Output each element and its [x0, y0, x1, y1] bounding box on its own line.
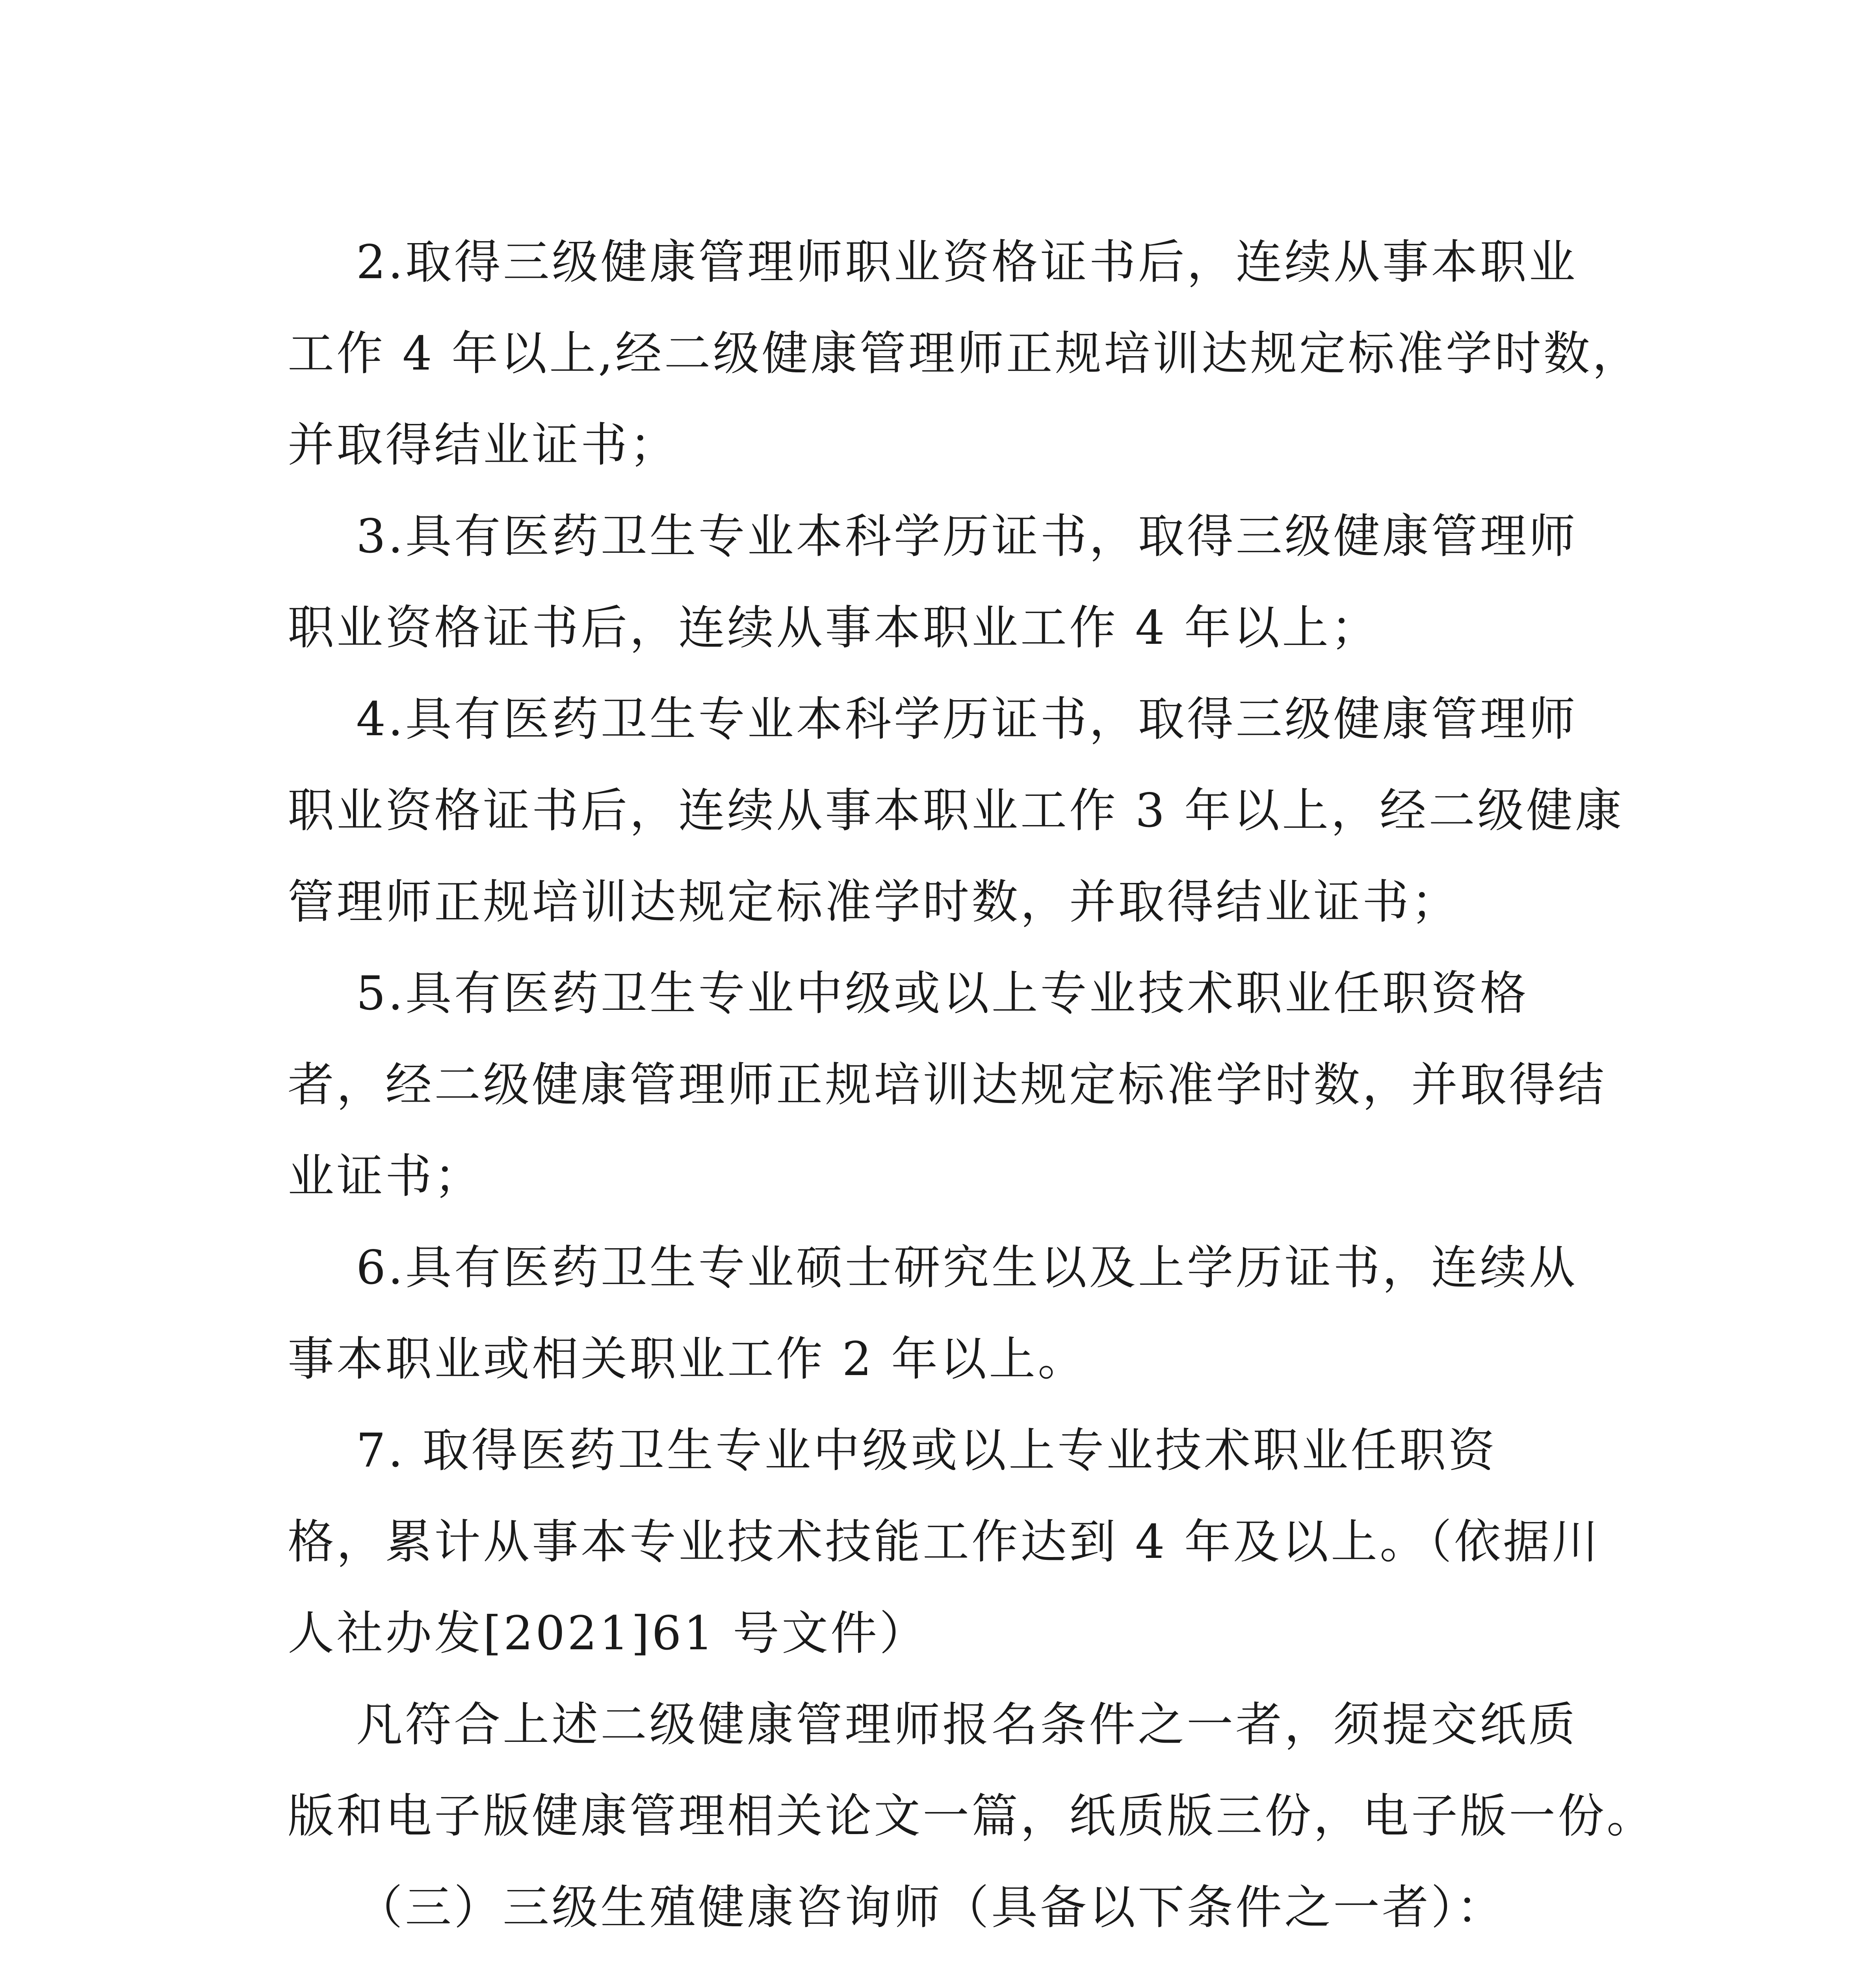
text-line: 工作 4 年以上,经二级健康管理师正规培训达规定标准学时数，	[288, 326, 1641, 381]
text-line: 并取得结业证书；	[288, 418, 679, 472]
text-line: 4.具有医药卫生专业本科学历证书，取得三级健康管理师	[288, 692, 1578, 746]
text-line: 管理师正规培训达规定标准学时数，并取得结业证书；	[288, 875, 1460, 929]
text-line: 5.具有医药卫生专业中级或以上专业技术职业任职资格	[288, 966, 1529, 1020]
text-line: 事本职业或相关职业工作 2 年以上。	[288, 1332, 1087, 1386]
text-line: 凡符合上述二级健康管理师报名条件之一者，须提交纸质	[288, 1697, 1578, 1752]
text-line: 业证书；	[288, 1149, 483, 1203]
text-line: 格，累计从事本专业技术技能工作达到 4 年及以上。（依据川	[288, 1515, 1601, 1569]
text-line: 人社办发[2021]61 号文件）	[288, 1606, 929, 1660]
text-line: 职业资格证书后，连续从事本职业工作 3 年以上，经二级健康	[288, 783, 1624, 838]
text-line: 职业资格证书后，连续从事本职业工作 4 年以上；	[288, 600, 1380, 655]
text-line: 7. 取得医药卫生专业中级或以上专业技术职业任职资	[288, 1423, 1497, 1478]
text-line: 3.具有医药卫生专业本科学历证书，取得三级健康管理师	[288, 509, 1578, 563]
text-line: （三）三级生殖健康咨询师（具备以下条件之一者）：	[288, 1880, 1506, 1935]
text-line: 2.取得三级健康管理师职业资格证书后，连续从事本职业	[288, 235, 1578, 289]
text-line: 版和电子版健康管理相关论文一篇，纸质版三份，电子版一份。	[288, 1789, 1656, 1843]
text-line	[288, 1961, 1107, 1970]
text-line: 者，经二级健康管理师正规培训达规定标准学时数，并取得结	[288, 1057, 1607, 1112]
text-line: 6.具有医药卫生专业硕士研究生以及上学历证书，连续从	[288, 1240, 1578, 1295]
